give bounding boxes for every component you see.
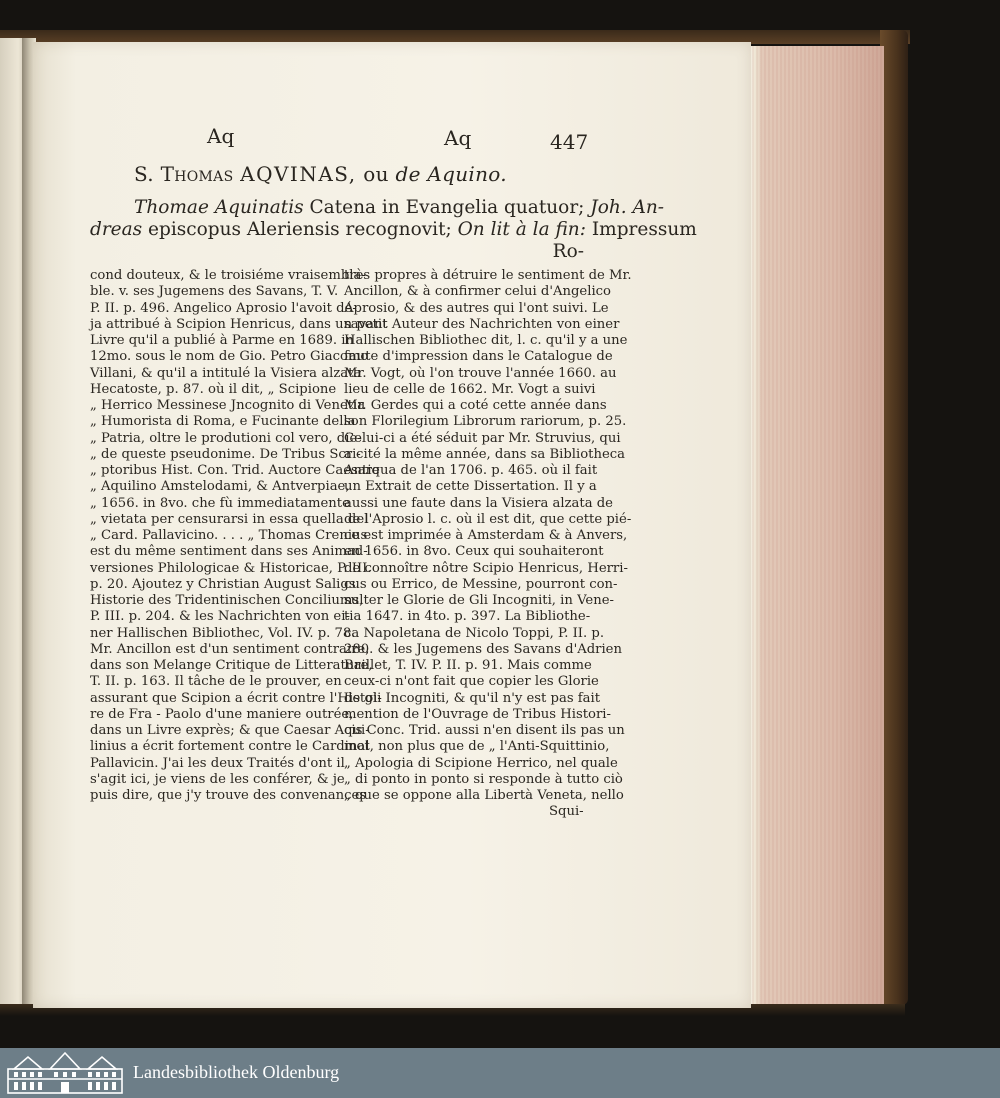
entry-intro <box>90 197 697 263</box>
text-line: puis dire, que j'y trouve des convenances <box>90 788 367 803</box>
text-line: faute d'impression dans le Catalogue de <box>344 349 613 365</box>
running-header-left: Aq <box>207 124 235 148</box>
text-line: „ Patria, oltre le produtioni col vero, die- <box>90 430 362 446</box>
running-header-center: Aq <box>444 126 472 150</box>
text-line: Mr. Vogt, où l'on trouve l'année 1660. au <box>344 365 617 381</box>
text-line: Pallavicin. J'ai les deux Traités d'ont il <box>90 755 345 771</box>
text-line: P. III. p. 204. & les Nachrichten von ei- <box>90 609 350 625</box>
title-prefix: S. Thomas <box>134 162 234 186</box>
text-line: s'agit ici, je viens de les conférer, & je <box>90 771 345 787</box>
text-line: 12mo. sous le nom de Gio. Petro Giacomo <box>90 349 369 365</box>
text-line: „ de queste pseudonime. De Tribus Scri- <box>90 446 361 462</box>
text-line: son Florilegium Librorum rariorum, p. 25. <box>344 414 627 430</box>
text-line: de gli Incogniti, & qu'il n'y est pas fait <box>344 690 601 706</box>
text-line: Hecatoste, p. 87. où il dit, „ Scipione <box>90 381 337 397</box>
text-line: cis Conc. Trid. aussi n'en disent ils pas un <box>344 723 625 738</box>
title-suffix: de Aquino. <box>395 162 507 186</box>
text-line: aussi une faute dans la Visiera alzata de <box>344 495 613 511</box>
text-line: mention de l'Ouvrage de Tribus Histori- <box>344 706 611 722</box>
text-line: T. II. p. 163. Il tâche de le prouver, en <box>90 674 342 690</box>
text-line: cond douteux, & le troisiéme vraisembla- <box>90 268 366 283</box>
text-line: Villani, & qu'il a intitulé la Visiera alzata <box>90 365 362 381</box>
text-line: ble. v. ses Jugemens des Savans, T. V. <box>90 284 339 300</box>
text-line: de l'Aprosio l. c. où il est dit, que cette pié- <box>344 511 632 527</box>
title-mid: ou <box>363 162 389 186</box>
text-line: tia 1647. in 4to. p. 397. La Bibliothe- <box>344 609 591 625</box>
text-line: Mr. Gerdes qui a coté cette année dans <box>344 398 607 413</box>
text-line: ca Napoletana de Nicolo Toppi, P. II. p. <box>344 625 605 641</box>
book-cover-right <box>880 30 908 1005</box>
text-line: ner Hallischen Bibliothec, Vol. IV. p. 78. <box>90 625 356 641</box>
text-line: 280. & les Jugemens des Savans d'Adrien <box>344 641 622 657</box>
text-line: lieu de celle de 1662. Mr. Vogt a suivi <box>344 381 596 397</box>
library-building-icon <box>6 1051 124 1095</box>
text-line: „ Herrico Messinese Jncognito di Venetia <box>90 398 366 413</box>
text-line: est du même sentiment dans ses Animad- <box>90 544 368 560</box>
text-line: „ ptoribus Hist. Con. Trid. Auctore Caesare <box>90 463 380 478</box>
text-line: re de Fra - Paolo d'une maniere outrée, <box>90 706 354 722</box>
library-name[interactable]: Landesbibliothek Oldenburg <box>133 1062 340 1082</box>
text-line: Baillet, T. IV. P. II. p. 91. Mais comme <box>344 658 592 673</box>
page-number: 447 <box>550 130 589 154</box>
text-line: assurant que Scipion a écrit contre l'Histoi- <box>90 690 382 706</box>
text-line: P. II. p. 496. Angelico Aprosio l'avoit dé- <box>90 300 357 316</box>
text-line: Celui-ci a été séduit par Mr. Struvius, qui <box>344 430 621 446</box>
intro-line-2: dreas episcopus Aleriensis recognovit; On lit à la fin: Impressum <box>90 219 697 240</box>
catchword: Squi- <box>549 804 584 819</box>
text-line: „ vietata per censurarsi in essa quella del <box>90 511 369 527</box>
text-line: „ que se oppone alla Libertà Veneta, nello <box>344 788 624 803</box>
entry-title <box>134 162 507 186</box>
text-line: en 1656. in 8vo. Ceux qui souhaiteront <box>344 544 604 560</box>
text-line: „ di ponto in ponto si responde à tutto ciò <box>344 771 623 787</box>
text-line: Livre qu'il a publié à Parme en 1689. in <box>90 333 354 348</box>
text-line: ceux-ci n'ont fait que copier les Glorie <box>344 674 599 690</box>
text-line: „ Aquilino Amstelodami, & Antverpiae, <box>90 479 350 495</box>
text-line: „ 1656. in 8vo. che fù immediatamente <box>90 495 350 511</box>
text-line: Aprosio, & des autres qui l'ont suivi. Le <box>344 300 609 316</box>
text-column-left <box>90 268 388 804</box>
text-line: linius a écrit fortement contre le Cardinal <box>90 739 370 755</box>
text-line: mot, non plus que de „ l'Anti-Squittinio, <box>344 739 610 755</box>
intro-line-3: Ro- <box>552 241 584 262</box>
text-line: dans son Melange Critique de Litterature, <box>90 658 373 673</box>
text-line: „ Apologia di Scipione Herrico, nel quale <box>344 755 618 771</box>
text-line: de connoître nôtre Scipio Henricus, Herri- <box>344 560 628 576</box>
library-footer <box>0 1048 1000 1098</box>
text-line: Antiqua de l'an 1706. p. 465. où il fait <box>344 463 598 478</box>
text-column-right <box>344 268 632 804</box>
text-line: Ancillon, & à confirmer celui d'Angelico <box>344 284 611 300</box>
text-line: dans un Livre exprès; & que Caesar Aqui- <box>90 723 370 738</box>
text-line: ja attribué à Scipion Henricus, dans un petit <box>90 316 388 332</box>
text-line: Mr. Ancillon est d'un sentiment contraire, <box>90 641 370 657</box>
intro-line-1: Thomae Aquinatis Catena in Evangelia quatuor; Joh. An- <box>134 197 665 218</box>
text-line: p. 20. Ajoutez y Christian August Saligs <box>90 576 356 592</box>
text-line: un Extrait de cette Dissertation. Il y a <box>344 479 597 495</box>
text-line: Historie des Tridentinischen Conciliums, <box>90 593 364 608</box>
text-line: savant Auteur des Nachrichten von einer <box>344 316 620 332</box>
text-line: „ Card. Pallavicino. . . . „ Thomas Crenius <box>90 528 368 543</box>
page-block-edge <box>749 46 884 1006</box>
text-line: Hallischen Bibliothec dit, l. c. qu'il y a une <box>344 333 628 348</box>
title-name: AQVINAS, <box>240 162 357 186</box>
text-line: versiones Philologicae & Historicae, P. III. <box>90 560 372 576</box>
text-line: cus ou Errico, de Messine, pourront con- <box>344 576 618 592</box>
text-line: très propres à détruire le sentiment de Mr. <box>344 268 632 283</box>
text-line: ce est imprimée à Amsterdam & à Anvers, <box>344 528 628 543</box>
text-line: „ Humorista di Roma, e Fucinante della <box>90 414 356 430</box>
text-line: a cité la même année, dans sa Bibliotheca <box>344 446 626 462</box>
text-line: sulter le Glorie de Gli Incogniti, in Vene- <box>344 593 614 608</box>
